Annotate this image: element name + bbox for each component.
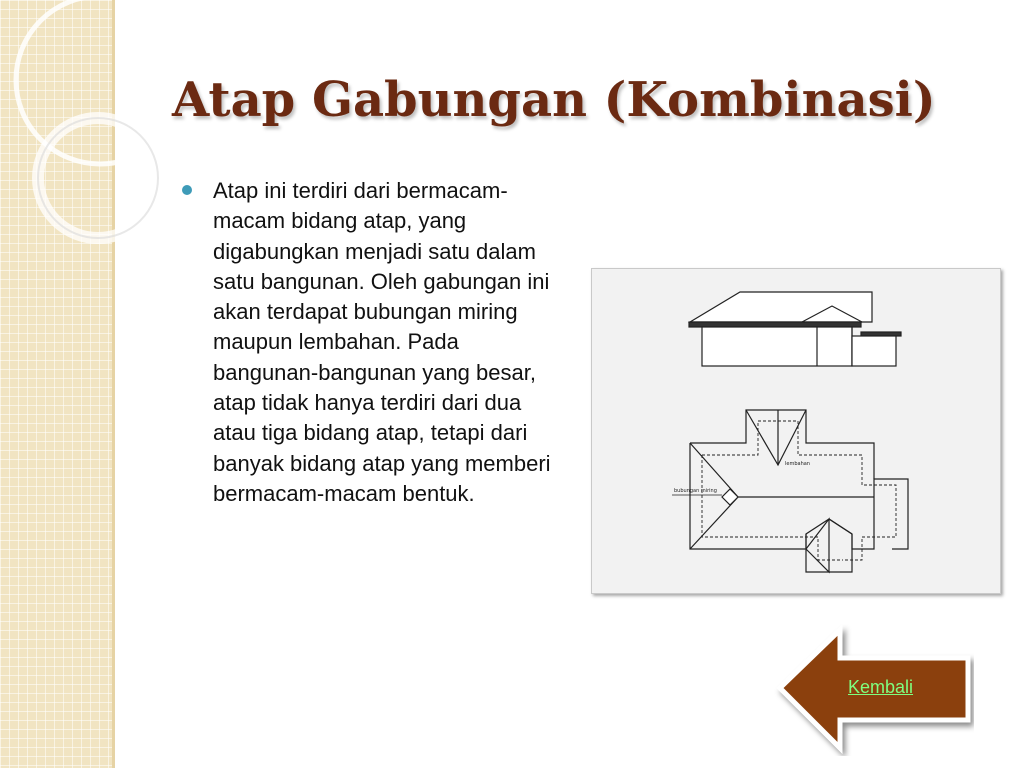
roof-diagram-image xyxy=(591,268,1001,594)
label-bubungan-miring: bubungan miring xyxy=(674,488,717,494)
decorative-rings xyxy=(0,0,160,260)
roof-elevation-drawing xyxy=(689,292,901,366)
roof-diagram xyxy=(592,269,1000,593)
label-lembahan: lembahan xyxy=(785,461,810,467)
back-link[interactable]: Kembali xyxy=(848,677,914,697)
bullet-text: Atap ini terdiri dari bermacam-macam bidang atap, yang digabungkan menjadi satu dalam satu bangunan. Oleh gabungan ini akan terdapat bubungan miring maupun lembahan. Pada bangunan-bangunan yang besar, atap tidak hanya terdiri dari dua atau tiga bidang atap, tetapi dari banyak bidang atap yang memberi bermacam-macam bentuk. xyxy=(213,178,551,506)
bullet-icon xyxy=(182,185,192,195)
slide-title: Atap Gabungan (Kombinasi) xyxy=(172,72,936,128)
bullet-item xyxy=(176,176,576,509)
